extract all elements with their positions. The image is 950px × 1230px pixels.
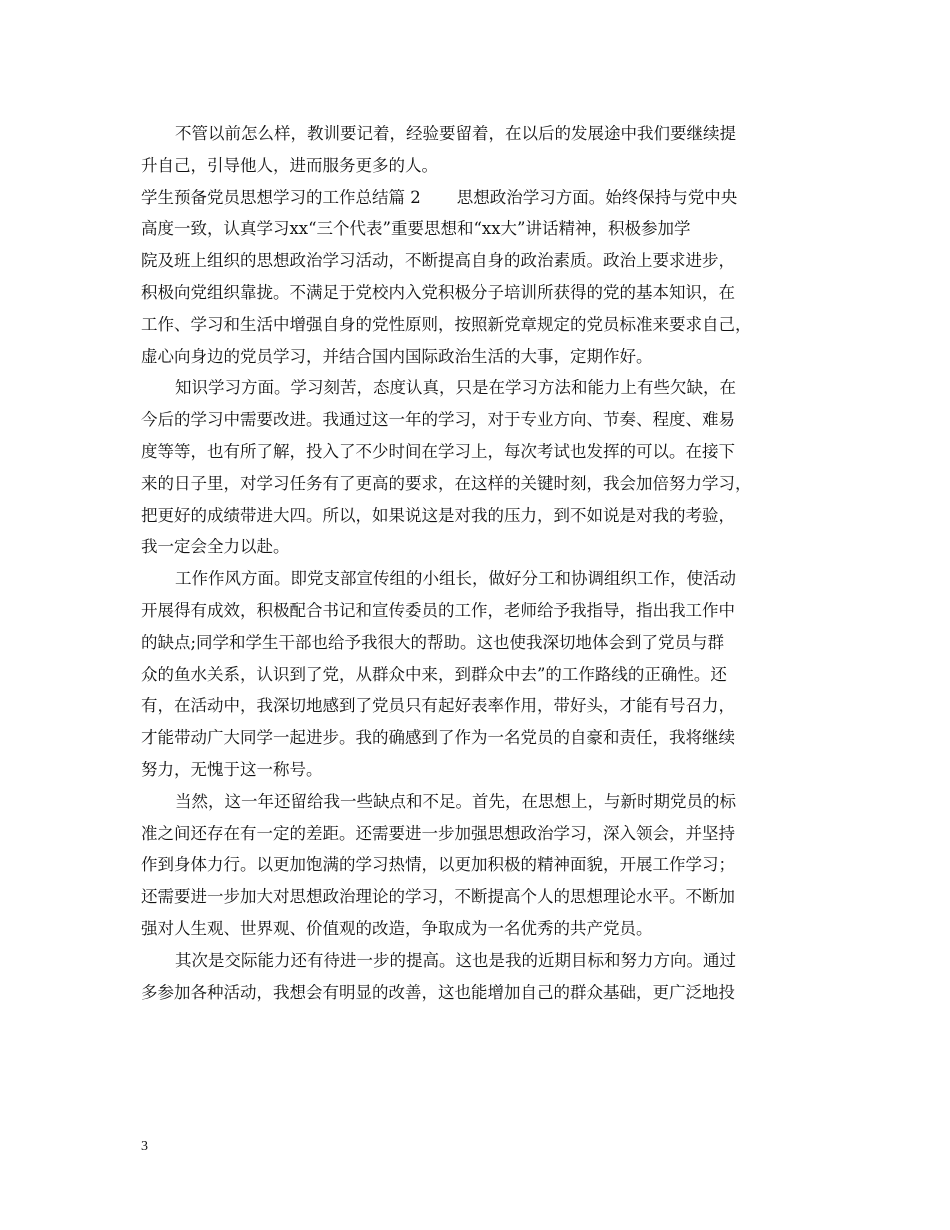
section-heading-line bbox=[141, 182, 813, 214]
text-line: 度等等，也有所了解，投入了不少时间在学习上，每次考试也发挥的可以。在接下 bbox=[141, 441, 735, 461]
text-line: 开展得有成效，积极配合书记和宣传委员的工作，老师给予我指导，指出我工作中 bbox=[141, 600, 735, 620]
text-line: 工作作风方面。即党支部宣传组的小组长，做好分工和协调组织工作，使活动 bbox=[175, 569, 736, 589]
text-line: 还需要进一步加大对思想政治理论的学习，不断提高个人的思想理论水平。不断加 bbox=[141, 887, 735, 907]
text-line: 来的日子里，对学习任务有了更高的要求，在这样的关键时刻，我会加倍努力学习， bbox=[141, 473, 752, 493]
text-line: 知识学习方面。学习刻苦，态度认真，只是在学习方法和能力上有些欠缺，在 bbox=[175, 378, 736, 398]
text-line: 才能带动广大同学一起进步。我的确感到了作为一名党员的自豪和责任，我将继续 bbox=[141, 728, 735, 748]
page-number: 3 bbox=[141, 1139, 148, 1154]
text-line: 不管以前怎么样，教训要记着，经验要留着，在以后的发展途中我们要继续提 bbox=[175, 124, 736, 143]
text-line: 准之间还存在有一定的差距。还需要进一步加强思想政治学习，深入领会，并坚持 bbox=[141, 823, 735, 843]
text-line: 作到身体力行。以更加饱满的学习热情，以更加积极的精神面貌，开展工作学习； bbox=[141, 855, 735, 875]
text-line: 多参加各种活动，我想会有明显的改善，这也能增加自己的群众基础，更广泛地投 bbox=[141, 982, 735, 1002]
text-line: 工作、学习和生活中增强自身的党性原则，按照新党章规定的党员标准来要求自己， bbox=[141, 314, 752, 334]
text-line: 院及班上组织的思想政治学习活动，不断提高自身的政治素质。政治上要求进步， bbox=[141, 251, 735, 271]
text-line: 努力，无愧于这一称号。 bbox=[141, 759, 323, 779]
text-line: 虚心向身边的党员学习，并结合国内国际政治生活的大事，定期作好。 bbox=[141, 346, 653, 366]
text-line: 积极向党组织靠拢。不满足于党校内入党积极分子培训所获得的党的基本知识，在 bbox=[141, 282, 735, 302]
text-line: 把更好的成绩带进大四。所以，如果说这是对我的压力，到不如说是对我的考验， bbox=[141, 505, 735, 525]
text-line: 今后的学习中需要改进。我通过这一年的学习，对于专业方向、节奏、程度、难易 bbox=[141, 410, 735, 430]
text-line: 我一定会全力以赴。 bbox=[141, 537, 290, 557]
text-line: 众的鱼水关系，认识到了党，从群众中来，到群众中去”的工作路线的正确性。还 bbox=[141, 664, 727, 684]
text-line: 当然，这一年还留给我一些缺点和不足。首先，在思想上，与新时期党员的标 bbox=[175, 791, 736, 811]
text-line: 强对人生观、世界观、价值观的改造，争取成为一名优秀的共产党员。 bbox=[141, 918, 653, 938]
text-line: 的缺点;同学和学生干部也给予我很大的帮助。这也使我深切地体会到了党员与群 bbox=[141, 632, 725, 652]
section-title: 学生预备党员思想学习的工作总结篇 2 bbox=[141, 187, 421, 207]
text-line: 升自己，引导他人，进而服务更多的人。 bbox=[141, 155, 438, 175]
document-body bbox=[141, 118, 813, 1008]
text-line: 有，在活动中，我深切地感到了党员只有起好表率作用，带好头，才能有号召力， bbox=[141, 696, 735, 716]
section-first-sentence: 思想政治学习方面。始终保持与党中央 bbox=[456, 187, 738, 207]
text-line: 高度一致，认真学习xx“三个代表”重要思想和“xx大”讲话精神，积极参加学 bbox=[141, 219, 691, 239]
text-line: 其次是交际能力还有待进一步的提高。这也是我的近期目标和努力方向。通过 bbox=[175, 950, 736, 970]
